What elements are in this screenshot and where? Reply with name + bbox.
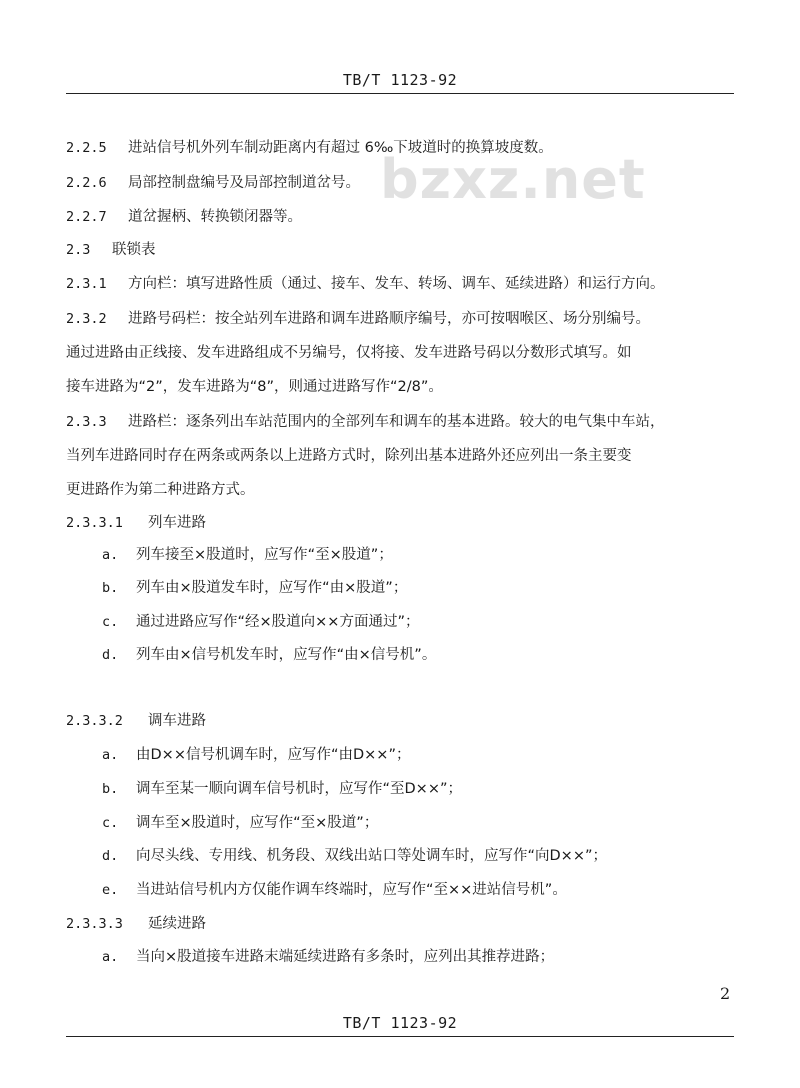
clause-text: 进路栏：逐条列出车站范围内的全部列车和调车的基本进路。较大的电气集中车站， xyxy=(128,414,665,430)
clause-number: 2.3.3.3 xyxy=(66,916,123,932)
list-text: 当向×股道接车进路末端延续进路有多条时，应列出其推荐进路； xyxy=(136,949,555,965)
list-marker: c. xyxy=(102,614,119,630)
clause-text: 更进路作为第二种进路方式。 xyxy=(66,482,255,498)
list-marker: d. xyxy=(102,848,119,864)
clause-2-3-3-3 xyxy=(66,914,206,934)
list-item xyxy=(102,880,567,900)
list-item xyxy=(102,578,407,598)
clause-2-2-7 xyxy=(66,207,302,227)
list-marker: e. xyxy=(102,882,119,898)
clause-number: 2.2.6 xyxy=(66,175,107,191)
section-2-3-heading xyxy=(66,240,156,260)
list-item xyxy=(102,813,378,833)
list-marker: d. xyxy=(102,647,119,663)
list-text: 调车至×股道时，应写作“至×股道”； xyxy=(136,815,379,831)
clause-continuation xyxy=(66,343,632,363)
list-marker: b. xyxy=(102,781,119,797)
clause-continuation xyxy=(66,446,632,466)
clause-number: 2.2.7 xyxy=(66,209,107,225)
list-marker: a. xyxy=(102,547,119,563)
clause-title: 延续进路 xyxy=(148,916,206,932)
list-text: 列车由×信号机发车时，应写作“由×信号机”。 xyxy=(136,647,437,663)
list-item xyxy=(102,846,607,866)
clause-text: 局部控制盘编号及局部控制道岔号。 xyxy=(128,175,360,191)
clause-number: 2.3.2 xyxy=(66,311,107,327)
list-item xyxy=(102,645,436,665)
clause-text: 道岔握柄、转换锁闭器等。 xyxy=(128,209,302,225)
list-marker: a. xyxy=(102,949,119,965)
clause-text: 进站信号机外列车制动距离内有超过 6‰下坡道时的换算坡度数。 xyxy=(128,140,553,156)
list-text: 列车接至×股道时，应写作“至×股道”； xyxy=(136,547,393,563)
clause-2-2-6 xyxy=(66,173,360,193)
section-number: 2.3 xyxy=(66,242,91,258)
clause-text: 通过进路由正线接、发车进路组成不另编号，仅将接、发车进路号码以分数形式填写。如 xyxy=(66,345,632,361)
list-marker: b. xyxy=(102,580,119,596)
clause-text: 接车进路为“2”，发车进路为“8”，则通过进路写作“2/8”。 xyxy=(66,379,443,395)
list-item xyxy=(102,745,410,765)
clause-2-3-2 xyxy=(66,309,650,329)
clause-continuation xyxy=(66,480,255,500)
page-number: 2 xyxy=(720,984,731,1003)
header-rule xyxy=(66,93,734,94)
list-text: 通过进路应写作“经×股道向××方面通过”； xyxy=(136,614,420,630)
section-title: 联锁表 xyxy=(112,242,156,258)
list-marker: c. xyxy=(102,815,119,831)
document-code-header: TB/T 1123-92 xyxy=(342,71,458,89)
clause-2-3-3 xyxy=(66,412,665,432)
list-text: 列车由×股道发车时，应写作“由×股道”； xyxy=(136,580,408,596)
clause-text: 进路号码栏：按全站列车进路和调车进路顺序编号，亦可按咽喉区、场分别编号。 xyxy=(128,311,650,327)
footer-rule xyxy=(66,1036,734,1037)
clause-2-3-3-1 xyxy=(66,513,206,533)
document-code-footer: TB/T 1123-92 xyxy=(342,1014,458,1032)
list-item xyxy=(102,779,462,799)
clause-title: 列车进路 xyxy=(148,515,206,531)
list-item xyxy=(102,612,419,632)
clause-2-3-3-2 xyxy=(66,711,206,731)
watermark: bzxz.net xyxy=(380,148,646,211)
clause-number: 2.3.1 xyxy=(66,276,107,292)
clause-number: 2.3.3.2 xyxy=(66,713,123,729)
clause-text: 方向栏：填写进路性质（通过、接车、发车、转场、调车、延续进路）和运行方向。 xyxy=(128,276,665,292)
clause-number: 2.3.3 xyxy=(66,414,107,430)
clause-2-2-5 xyxy=(66,138,553,158)
list-text: 向尽头线、专用线、机务段、双线出站口等处调车时，应写作“向D××”； xyxy=(136,848,607,864)
clause-number: 2.3.3.1 xyxy=(66,515,123,531)
list-item xyxy=(102,947,554,967)
clause-text: 当列车进路同时存在两条或两条以上进路方式时，除列出基本进路外还应列出一条主要变 xyxy=(66,448,632,464)
list-item xyxy=(102,545,393,565)
list-text: 当进站信号机内方仅能作调车终端时，应写作“至××进站信号机”。 xyxy=(136,882,567,898)
list-text: 调车至某一顺向调车信号机时，应写作“至D××”； xyxy=(136,781,462,797)
list-marker: a. xyxy=(102,747,119,763)
clause-2-3-1 xyxy=(66,274,665,294)
clause-number: 2.2.5 xyxy=(66,140,107,156)
list-text: 由D××信号机调车时，应写作“由D××”； xyxy=(136,747,411,763)
clause-title: 调车进路 xyxy=(148,713,206,729)
clause-continuation xyxy=(66,377,443,397)
